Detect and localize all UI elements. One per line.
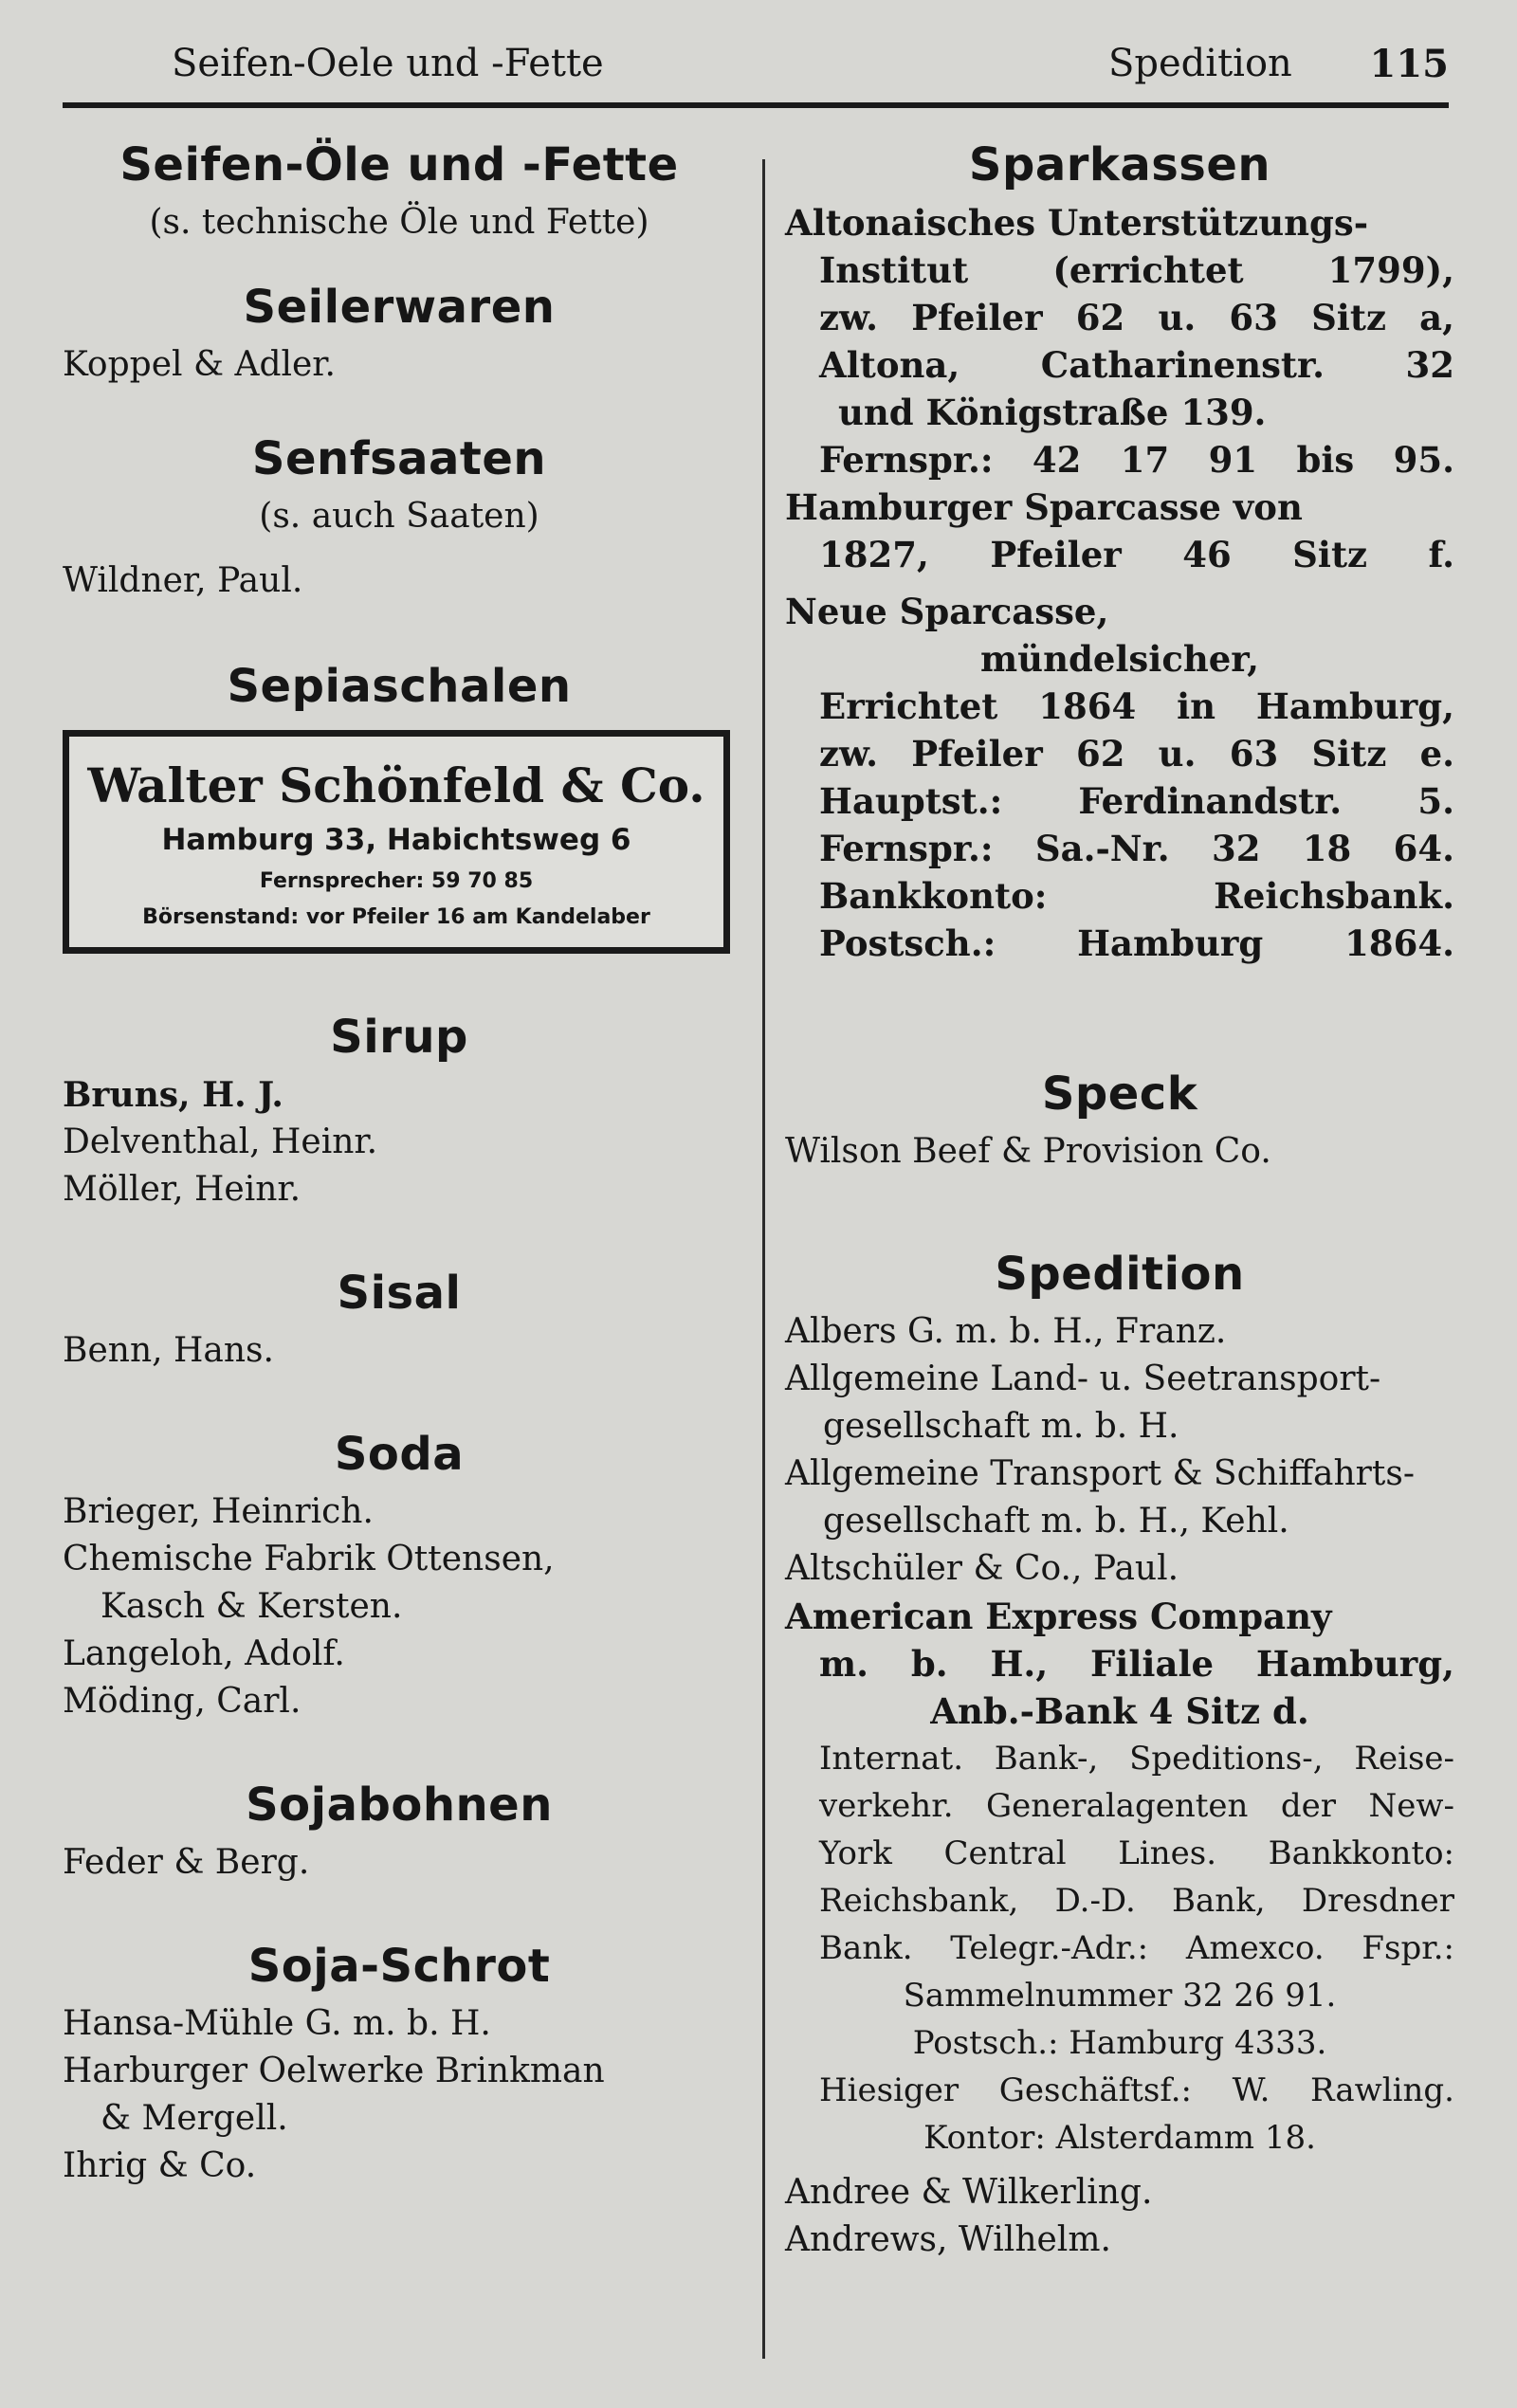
section-title-soda: Soda bbox=[334, 1428, 465, 1481]
cross-reference: (s. technische Öle und Fette) bbox=[149, 203, 649, 242]
ad-phone: Fernsprecher: 59 70 85 bbox=[259, 869, 534, 893]
running-head-right: Spedition bbox=[1108, 42, 1292, 85]
list-item: Neue Sparcasse, bbox=[785, 591, 1109, 632]
list-item: Hansa-Mühle G. m. b. H. bbox=[63, 2004, 491, 2043]
section-title-seilerwaren: Seilerwaren bbox=[243, 281, 556, 334]
list-item: Fernspr.: 42 17 91 bis 95. bbox=[819, 439, 1454, 481]
list-item: Hamburger Sparcasse von bbox=[785, 486, 1303, 528]
list-item: Ihrig & Co. bbox=[63, 2146, 257, 2185]
list-item: Möller, Heinr. bbox=[63, 1170, 302, 1209]
list-item: Institut (errichtet 1799), bbox=[819, 249, 1454, 291]
section-title-spedition: Spedition bbox=[995, 1248, 1245, 1301]
section-title-sisal: Sisal bbox=[337, 1267, 462, 1320]
list-item: Möding, Carl. bbox=[63, 1682, 302, 1721]
list-item: Kontor: Alsterdamm 18. bbox=[923, 2119, 1316, 2157]
list-item: Hauptst.: Ferdinandstr. 5. bbox=[819, 780, 1454, 822]
list-item: gesellschaft m. b. H. bbox=[823, 1407, 1179, 1446]
list-item: Hiesiger Geschäftsf.: W. Rawling. bbox=[819, 2071, 1454, 2109]
running-head-left: Seifen-Oele und -Fette bbox=[172, 42, 604, 85]
list-item: Bank. Telegr.-Adr.: Amexco. Fspr.: bbox=[819, 1929, 1454, 1967]
list-item: Benn, Hans. bbox=[63, 1331, 274, 1370]
list-item: verkehr. Generalagenten der New- bbox=[819, 1787, 1454, 1825]
section-title-sirup: Sirup bbox=[330, 1011, 468, 1064]
section-title-sepiaschalen: Sepiaschalen bbox=[227, 660, 572, 713]
list-item: Altonaisches Unterstützungs- bbox=[785, 202, 1369, 244]
column-divider bbox=[762, 159, 765, 2359]
list-item: Feder & Berg. bbox=[63, 1843, 310, 1882]
list-item: m. b. H., Filiale Hamburg, bbox=[819, 1643, 1454, 1685]
list-item: American Express Company bbox=[785, 1596, 1332, 1637]
section-title-soja-schrot: Soja-Schrot bbox=[247, 1940, 551, 1993]
list-item: & Mergell. bbox=[101, 2099, 288, 2138]
page-number: 115 bbox=[1369, 42, 1449, 86]
list-item: 1827, Pfeiler 46 Sitz f. bbox=[819, 534, 1454, 575]
list-item: Fernspr.: Sa.-Nr. 32 18 64. bbox=[819, 828, 1454, 869]
list-item: Wildner, Paul. bbox=[63, 561, 303, 600]
list-item: und Königstraße 139. bbox=[838, 392, 1267, 433]
ad-address: Hamburg 33, Habichtsweg 6 bbox=[161, 823, 631, 857]
list-item: Altschüler & Co., Paul. bbox=[785, 1549, 1179, 1588]
list-item: Delventhal, Heinr. bbox=[63, 1122, 378, 1161]
list-item: Bruns, H. J. bbox=[63, 1075, 283, 1115]
list-item: York Central Lines. Bankkonto: bbox=[819, 1834, 1454, 1872]
ad-boersenstand: Börsenstand: vor Pfeiler 16 am Kandelaber bbox=[142, 905, 650, 929]
page-header bbox=[63, 36, 1449, 108]
list-item: Chemische Fabrik Ottensen, bbox=[63, 1540, 555, 1578]
list-item: Sammelnummer 32 26 91. bbox=[903, 1977, 1337, 2015]
list-item: Andrews, Wilhelm. bbox=[785, 2220, 1111, 2259]
list-item: Brieger, Heinrich. bbox=[63, 1492, 374, 1531]
ad-company-name: Walter Schönfeld & Co. bbox=[87, 757, 705, 813]
list-item: gesellschaft m. b. H., Kehl. bbox=[823, 1502, 1289, 1541]
list-item: zw. Pfeiler 62 u. 63 Sitz e. bbox=[819, 733, 1454, 775]
list-item: Anb.-Bank 4 Sitz d. bbox=[930, 1690, 1309, 1732]
list-item: Postsch.: Hamburg 1864. bbox=[819, 922, 1454, 964]
section-title-seifen: Seifen-Öle und -Fette bbox=[119, 138, 679, 192]
list-item: Altona, Catharinenstr. 32 bbox=[819, 344, 1454, 386]
cross-reference: (s. auch Saaten) bbox=[259, 497, 539, 536]
section-title-sparkassen: Sparkassen bbox=[968, 138, 1271, 192]
section-title-sojabohnen: Sojabohnen bbox=[246, 1779, 553, 1832]
list-item: Postsch.: Hamburg 4333. bbox=[912, 2024, 1327, 2062]
list-item: Harburger Oelwerke Brinkman bbox=[63, 2052, 605, 2090]
list-item: Errichtet 1864 in Hamburg, bbox=[819, 685, 1454, 727]
list-item: Wilson Beef & Provision Co. bbox=[785, 1132, 1271, 1171]
section-title-speck: Speck bbox=[1041, 1067, 1198, 1121]
list-item: Kasch & Kersten. bbox=[101, 1587, 403, 1626]
left-column bbox=[63, 138, 736, 2190]
list-item: Andree & Wilkerling. bbox=[785, 2173, 1153, 2212]
list-item: Albers G. m. b. H., Franz. bbox=[785, 1312, 1227, 1351]
advertisement-box bbox=[63, 730, 730, 954]
section-title-senfsaaten: Senfsaaten bbox=[251, 432, 547, 485]
list-item: mündelsicher, bbox=[980, 638, 1259, 680]
list-item: Langeloh, Adolf. bbox=[63, 1634, 345, 1673]
list-item: Koppel & Adler. bbox=[63, 345, 336, 384]
list-item: Bankkonto: Reichsbank. bbox=[819, 875, 1454, 917]
list-item: Reichsbank, D.-D. Bank, Dresdner bbox=[819, 1882, 1454, 1920]
list-item: Internat. Bank-, Speditions-, Reise- bbox=[819, 1740, 1454, 1778]
list-item: zw. Pfeiler 62 u. 63 Sitz a, bbox=[819, 297, 1454, 338]
right-column bbox=[785, 138, 1454, 2264]
list-item: Allgemeine Land- u. Seetransport- bbox=[785, 1359, 1381, 1398]
list-item: Allgemeine Transport & Schiffahrts- bbox=[785, 1454, 1415, 1493]
